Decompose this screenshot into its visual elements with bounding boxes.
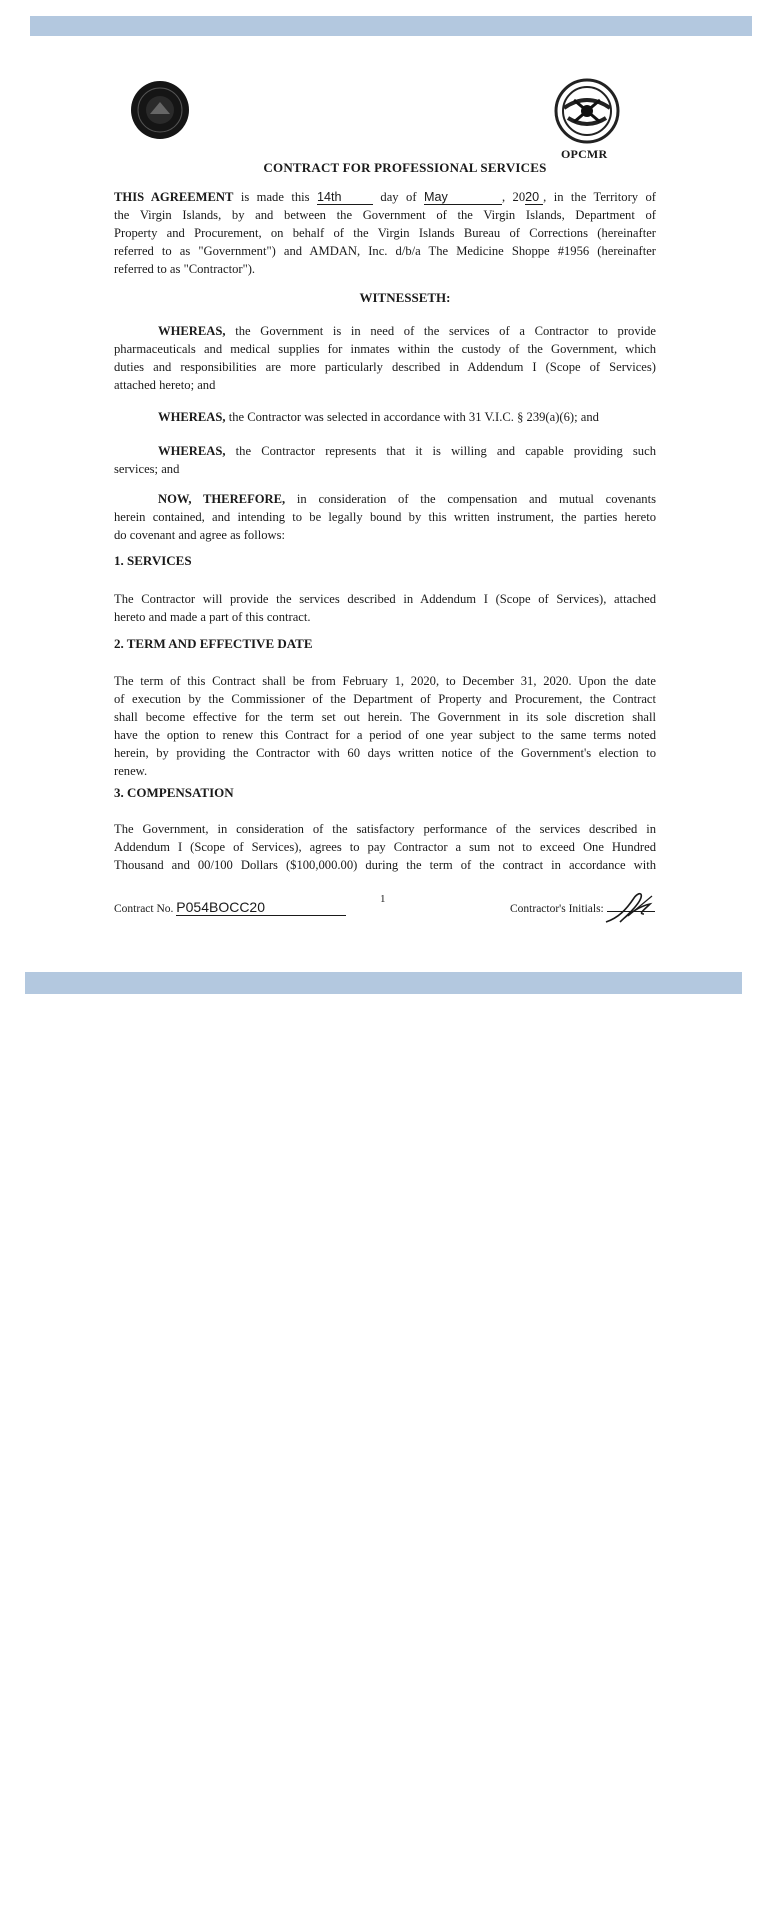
- para-line: WHEREAS, the Contractor represents that it is willing and capable providing such: [158, 444, 656, 458]
- section-body-compensation: [114, 820, 656, 874]
- para-line: shall become effective for the term set out herein. The Government in its sole discretion shall: [114, 710, 656, 724]
- para-line: services; and: [114, 462, 180, 476]
- para-line: pharmaceuticals and medical supplies for inmates within the custody of the Government, which: [114, 342, 656, 356]
- section-heading-services: 1. SERVICES: [114, 553, 192, 568]
- para-line: NOW, THEREFORE, in consideration of the compensation and mutual covenants: [158, 492, 656, 506]
- contract-number-footer: [114, 900, 346, 916]
- whereas-paragraph-1: [114, 322, 656, 394]
- para-line: hereto and made a part of this contract.: [114, 610, 311, 624]
- intro-line: the Virgin Islands, by and between the Government of the Virgin Islands, Department of: [114, 208, 656, 222]
- intro-lead: THIS AGREEMENT: [114, 190, 234, 204]
- intro-line: THIS AGREEMENT is made this 14th day of May , 2020 , in the Territory of: [114, 190, 657, 204]
- section-body-term: [114, 672, 656, 780]
- para-line: attached hereto; and: [114, 378, 216, 392]
- scan-footer-bar: [25, 972, 742, 994]
- document-title: CONTRACT FOR PROFESSIONAL SERVICES: [263, 160, 547, 175]
- para-line: of execution by the Commissioner of the Department of Property and Procurement, the Contract: [114, 692, 656, 706]
- whereas-paragraph-2: [114, 408, 656, 426]
- para-line: Addendum I (Scope of Services), agrees to pay Contractor a sum not to exceed One Hundred: [114, 840, 656, 854]
- intro-line: referred to as "Contractor").: [114, 262, 256, 276]
- day-field: 14th: [317, 190, 373, 205]
- para-line: do covenant and agree as follows:: [114, 528, 286, 542]
- para-line: The Government, in consideration of the satisfactory performance of the services described in: [114, 822, 656, 836]
- section-body-services: [114, 590, 656, 626]
- para-line: WHEREAS, the Government is in need of the services of a Contractor to provide: [158, 324, 656, 338]
- section-heading-compensation: 3. COMPENSATION: [114, 785, 234, 800]
- para-line: Thousand and 00/100 Dollars ($100,000.00) during the term of the contract in accordance with: [114, 858, 656, 872]
- seal-caption: OPCMR: [561, 147, 608, 161]
- opcmr-seal-icon: [554, 78, 620, 144]
- para-line: renew.: [114, 764, 148, 778]
- intro-paragraph: [114, 188, 656, 278]
- whereas-paragraph-3: [114, 442, 656, 478]
- para-line: have the option to renew this Contract for a period of one year subject to the same terms noted: [114, 728, 656, 742]
- initials-signature-icon: [600, 888, 660, 928]
- para-line: duties and responsibilities are more particularly described in Addendum I (Scope of Services): [114, 360, 656, 374]
- section-heading-term: 2. TERM AND EFFECTIVE DATE: [114, 636, 313, 651]
- para-line: herein contained, and intending to be legally bound by this written instrument, the parties hereto: [114, 510, 656, 524]
- intro-line: referred to as "Government") and AMDAN, Inc. d/b/a The Medicine Shoppe #1956 (hereinafter: [114, 244, 656, 258]
- page-number: 1: [380, 893, 386, 905]
- year-field: 20: [525, 190, 543, 205]
- para-line: The term of this Contract shall be from February 1, 2020, to December 31, 2020. Upon the date: [114, 674, 656, 688]
- government-seal-icon: [130, 80, 190, 140]
- month-field: May: [424, 190, 502, 205]
- witnesseth-heading: WITNESSETH:: [359, 290, 451, 305]
- now-therefore-paragraph: [114, 490, 656, 544]
- contract-no-label: Contract No.: [114, 903, 177, 915]
- contract-no-value: P054BOCC20: [176, 900, 346, 916]
- initials-label: Contractor's Initials:: [510, 903, 604, 915]
- para-line: herein, by providing the Contractor with 60 days written notice of the Government's election to: [114, 746, 656, 760]
- intro-line: Property and Procurement, on behalf of the Virgin Islands Bureau of Corrections (hereinafter: [114, 226, 656, 240]
- para-line: The Contractor will provide the services described in Addendum I (Scope of Services), attached: [114, 592, 656, 606]
- para-line: WHEREAS, the Contractor was selected in accordance with 31 V.I.C. § 239(a)(6); and: [158, 410, 599, 424]
